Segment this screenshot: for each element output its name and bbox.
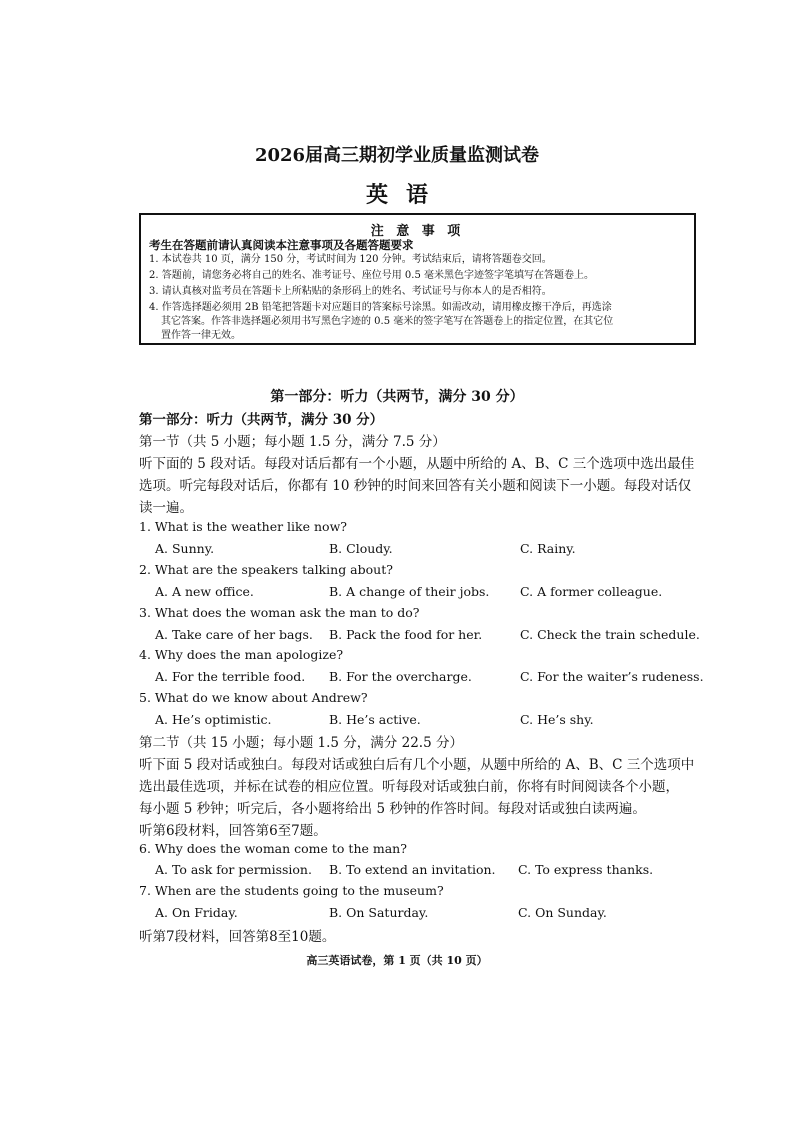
notice-heading: 注 意 事 项 [370,224,465,239]
notice-box [139,213,696,345]
option-c: C. He’s shy. [520,712,594,727]
section2-instruction: 每小题 5 秒钟；听完后，各小题将给出 5 秒钟的作答时间。每段对话或独白读两遍。 [139,801,646,817]
option-b: B. To extend an invitation. [329,862,496,877]
option-c: C. A former colleague. [520,584,663,599]
option-b: B. For the overcharge. [329,669,472,684]
option-c: C. For the waiter’s rudeness. [520,669,704,684]
option-b: B. On Saturday. [329,905,429,920]
question-stem: 5. What do we know about Andrew? [139,690,368,705]
material-note: 听第7段材料，回答第8至10题。 [139,929,336,945]
question-stem: 7. When are the students going to the museum? [139,883,444,898]
notice-subheading: 考生在答题前请认真阅读本注意事项及各题答题要求 [149,238,414,252]
section2-instruction: 选出最佳选项，并标在试卷的相应位置。听每段对话或独白前，你将有时间阅读各个小题， [139,779,679,795]
option-b: B. A change of their jobs. [329,584,490,599]
option-a: A. Take care of her bags. [155,627,313,642]
part-heading: 第一部分：听力（共两节，满分 30 分） [139,412,384,428]
option-c: C. Rainy. [520,541,576,556]
section1-instruction: 读一遍。 [139,500,193,516]
notice-item: 1. 本试卷共 10 页，满分 150 分，考试时间为 120 分钟。考试结束后，请将答题卷交回。 [149,254,552,265]
option-a: A. For the terrible food. [155,669,306,684]
option-a: A. He’s optimistic. [155,712,272,727]
notice-item-continued: 其它答案。作答非选择题必须用书写黑色字迹的 0.5 毫米的签字笔写在答题卷上的指定位置，在其它位 [161,316,614,327]
notice-item: 2. 答题前，请您务必将自己的姓名、准考证号、座位号用 0.5 毫米黑色字迹签字笔填写在答题卷上。 [149,270,594,281]
section1-instruction: 听下面的 5 段对话。每段对话后都有一个小题，从题中所给的 A、B、C 三个选项中选出最佳 [139,456,695,472]
option-b: B. Pack the food for her. [329,627,483,642]
material-note: 听第6段材料，回答第6至7题。 [139,823,327,839]
subject-title: 英语 [365,182,446,208]
question-stem: 3. What does the woman ask the man to do? [139,605,420,620]
question-stem: 1. What is the weather like now? [139,519,347,534]
option-a: A. On Friday. [155,905,238,920]
question-stem: 2. What are the speakers talking about? [139,562,393,577]
option-a: A. Sunny. [155,541,215,556]
section1-heading: 第一节（共 5 小题；每小题 1.5 分，满分 7.5 分） [139,434,446,450]
notice-item-continued: 置作答一律无效。 [161,330,241,341]
option-c: C. To express thanks. [518,862,654,877]
exam-title: 2026届高三期初学业质量监测试卷 [254,145,540,166]
option-b: B. Cloudy. [329,541,393,556]
section1-instruction: 选项。听完每段对话后，你都有 10 秒钟的时间来回答有关小题和阅读下一小题。每段对话仅 [139,478,692,494]
notice-item: 4. 作答选择题必须用 2B 铅笔把答题卡对应题目的答案标号涂黑。如需改动，请用橡皮擦干净后，再选涂 [149,302,612,313]
section2-instruction: 听下面 5 段对话或独白。每段对话或独白后有几个小题，从题中所给的 A、B、C 三个选项中 [139,757,695,773]
part-heading-center: 第一部分：听力（共两节，满分 30 分） [270,389,524,405]
section2-heading: 第二节（共 15 小题；每小题 1.5 分，满分 22.5 分） [139,735,463,751]
option-a: A. A new office. [155,584,254,599]
option-a: A. To ask for permission. [155,862,312,877]
notice-item: 3. 请认真核对监考员在答题卡上所粘贴的条形码上的姓名、考试证号与你本人的是否相符。 [149,286,552,297]
question-stem: 4. Why does the man apologize? [139,647,344,662]
option-c: C. Check the train schedule. [520,627,700,642]
option-b: B. He’s active. [329,712,421,727]
question-stem: 6. Why does the woman come to the man? [139,841,407,856]
option-c: C. On Sunday. [518,905,607,920]
page-footer: 高三英语试卷，第 1 页（共 10 页） [306,954,488,967]
